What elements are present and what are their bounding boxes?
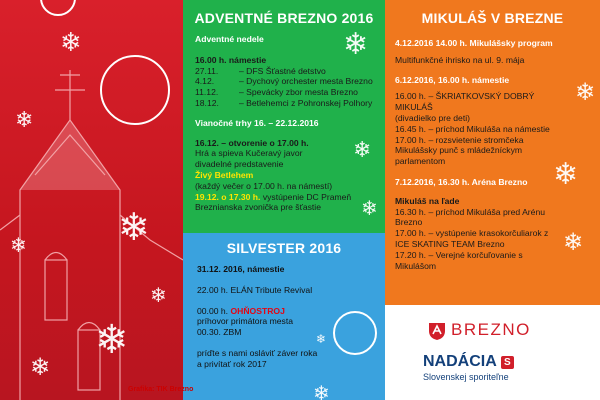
snowflake-icon: ❄ <box>30 353 51 381</box>
brezno-wordmark: BREZNO <box>451 320 531 339</box>
snowflake-icon: ❄ <box>575 78 596 106</box>
snowflake-icon: ❄ <box>563 228 584 256</box>
nadacia-wordmark: NADÁCIA <box>423 353 497 370</box>
mikulas-title: MIKULÁŠ V BREZNE <box>421 10 564 26</box>
advent-section <box>183 0 385 233</box>
list-item: ICE SKATING TEAM Brezno <box>395 238 505 249</box>
snowflake-icon: ❄ <box>553 157 579 192</box>
event-text: Multifunkčné ihrisko na ul. 9. mája <box>395 54 525 65</box>
silvester-line: príďte s nami osláviť záver roka <box>197 347 318 358</box>
event-subheading: Mikuláš na ľade <box>395 195 460 206</box>
nadacia-logo <box>423 353 514 382</box>
credit-text: Grafika: TIK Brezno <box>128 386 194 393</box>
snowflake-icon: ❄ <box>150 283 167 307</box>
silvester-line: 22.00 h. ELÁN Tribute Revival <box>197 284 313 295</box>
ornament-ball <box>333 311 377 355</box>
list-item: 27.11. – DFS Šťastné detstvo <box>195 65 326 76</box>
event-heading: 6.12.2016, 16.00 h. námestie <box>395 74 510 85</box>
last-event-date: 19.12. o 17.30 h. <box>195 191 261 202</box>
christmas-market-line: Vianočné trhy 16. – 22.12.2016 <box>195 117 319 128</box>
advent-title: ADVENTNÉ BREZNO 2016 <box>194 10 374 26</box>
brezno-crest-icon <box>427 319 447 341</box>
snowflake-icon: ❄ <box>10 233 27 257</box>
silvester-line: 00.00 h. <box>197 305 231 316</box>
fireworks-label: OHŇOSTROJ <box>230 305 285 316</box>
last-event-text: Breznianska zvonička pre šťastie <box>195 202 321 213</box>
list-item: 16.00 h. – ŠKRIATKOVSKÝ DOBRÝ MIKULÁŠ <box>395 91 535 113</box>
nativity-note: (každý večer o 17.00 h. na námestí) <box>195 180 333 191</box>
snowflake-icon: ❄ <box>361 196 378 220</box>
snowflake-icon: ❄ <box>15 108 34 133</box>
list-item: 11.12. – Spevácky zbor mesta Brezno <box>195 87 358 98</box>
last-event-text: vystúpenie DC Prameň <box>260 191 352 202</box>
silvester-line: 00.30. ZBM <box>197 327 242 338</box>
list-item: 17.00 h. – rozsvietenie stromčeka <box>395 134 524 145</box>
silvester-title: SILVESTER 2016 <box>226 240 342 256</box>
snowflake-icon: ❄ <box>95 317 129 363</box>
sporitelna-s-icon: S <box>501 356 514 369</box>
snowflake-icon: ❄ <box>60 28 82 58</box>
snowflake-icon: ❄ <box>313 381 330 400</box>
silvester-date: 31.12. 2016, námestie <box>197 264 285 274</box>
list-item: 17.00 h. – vystúpenie krasokorčuliarok z <box>395 228 549 239</box>
list-item: 16.45 h. – príchod Mikuláša na námestie <box>395 123 550 134</box>
brezno-logo <box>427 319 531 341</box>
list-item: 4.12. – Dychový orchester mesta Brezno <box>195 76 373 87</box>
advent-sundays-place: 16.00 h. námestie <box>195 54 267 65</box>
snowflake-icon: ❄ <box>353 138 372 163</box>
event-details <box>395 207 564 272</box>
event-heading: 7.12.2016, 16.30 h. Aréna Brezno <box>395 176 528 187</box>
advent-sundays-list <box>195 66 385 109</box>
sponsor-section <box>385 305 600 400</box>
silvester-section <box>183 233 385 400</box>
mikulas-section <box>385 0 600 305</box>
list-item: Brezno <box>395 217 423 228</box>
opening-line: 16.12. – otvorenie o 17.00 h. <box>195 137 309 148</box>
list-item: (divadielko pre deti) <box>395 112 470 123</box>
list-item: 17.20 h. – Verejné korčuľovanie s Mikulášom <box>395 249 523 271</box>
opening-text: Hrá a spieva Kučeravý javor <box>195 148 303 159</box>
ornament-ball <box>100 55 170 125</box>
nativity-title: Živý Betlehem <box>195 169 254 180</box>
list-item: 16.30 h. – príchod Mikuláša pred Arénu <box>395 206 546 217</box>
list-item: parlamentom <box>395 156 446 167</box>
event-heading: 4.12.2016 14.00 h. Mikulášsky program <box>395 38 553 48</box>
list-item: 18.12. – Betlehemci z Pohronskej Polhory <box>195 97 373 108</box>
silvester-line: príhovor primátora mesta <box>197 316 293 327</box>
snowflake-icon: ❄ <box>343 27 369 62</box>
event-details <box>395 91 564 167</box>
silvester-line: a privítať rok 2017 <box>197 358 267 369</box>
snowflake-icon: ❄ <box>118 205 150 249</box>
decorative-panel <box>0 0 183 400</box>
snowflake-icon: ❄ <box>316 332 327 346</box>
opening-text: divadelné predstavenie <box>195 159 284 170</box>
church-tower-illustration <box>0 0 183 400</box>
sporitelna-text: Slovenskej sporiteľne <box>423 372 509 382</box>
list-item: Mikulášsky punč s mládežníckym <box>395 145 523 156</box>
advent-sundays-heading: Adventné nedele <box>195 34 264 44</box>
